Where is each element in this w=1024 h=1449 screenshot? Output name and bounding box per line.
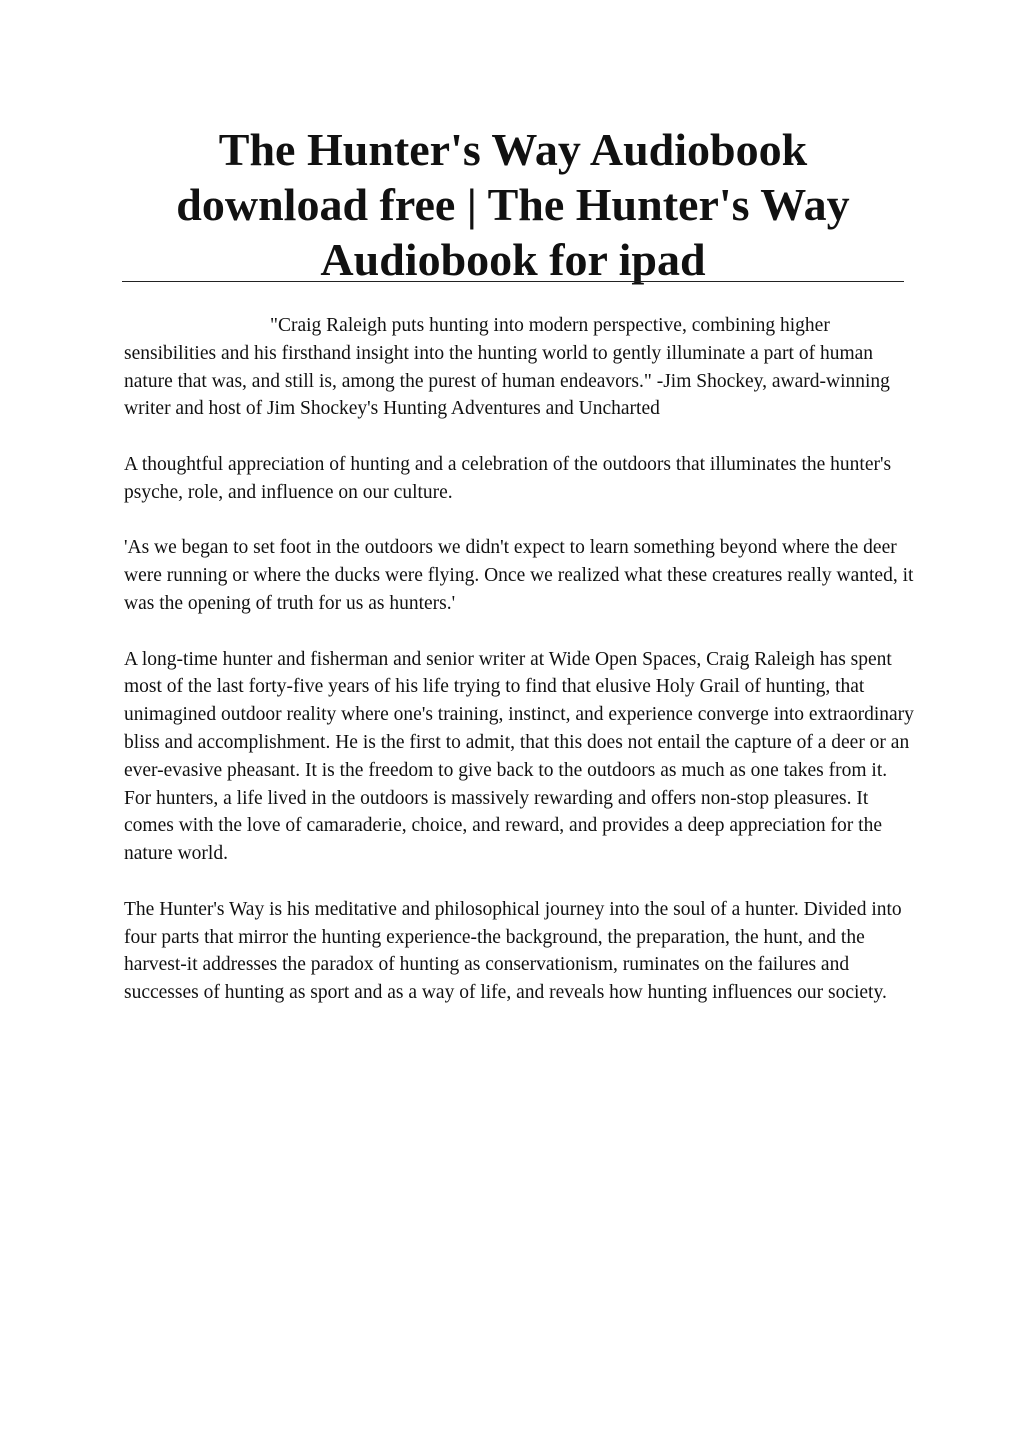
paragraph-excerpt: 'As we began to set foot in the outdoors we didn't expect to learn something beyond where the deer were running or where the ducks were flying. Once we realized what these creatures really wanted, it was the opening of truth for us as hunters.' [124,537,914,614]
paragraph-book-description: The Hunter's Way is his meditative and philosophical journey into the soul of a hunter. Divided into four parts that mirror the hunting experience-the background, the preparation, the hunt, and the harvest-it addresses the paradox of hunting as conservationism, ruminates on the failures and successes of hunting as sport and as a way of life, and reveals how hunting influences our society. [124,898,902,1004]
paragraph-quote: "Craig Raleigh puts hunting into modern perspective, combining higher sensibilities and his firsthand insight into the hunting world to gently illuminate a part of human nature that was, and still is, among the purest of human endeavors." -Jim Shockey, award-winning writer and host of Jim Shockey's Hunting Adventures and Uncharted [124,315,890,420]
document-body [124,312,914,1035]
document-title: The Hunter's Way Audiobook download free | The Hunter's Way Audiobook for ipad [176,124,850,285]
paragraph-author-bio: A long-time hunter and fisherman and senior writer at Wide Open Spaces, Craig Raleigh has spent most of the last forty-five years of his life trying to find that elusive Holy Grail of hunting, that unimagined outdoor reality where one's training, instinct, and experience converge into extraordinary bliss and accomplishment. He is the first to admit, that this does not entail the capture of a deer or an ever-evasive pheasant. It is the freedom to give back to the outdoors as much as one takes from it. For hunters, a life lived in the outdoors is massively rewarding and offers non-stop pleasures. It comes with the love of camaraderie, choice, and reward, and provides a deep appreciation for the nature world. [124,648,914,865]
paragraph-summary: A thoughtful appreciation of hunting and a celebration of the outdoors that illuminates the hunter's psyche, role, and influence on our culture. [124,453,892,503]
title-underline [122,281,904,282]
